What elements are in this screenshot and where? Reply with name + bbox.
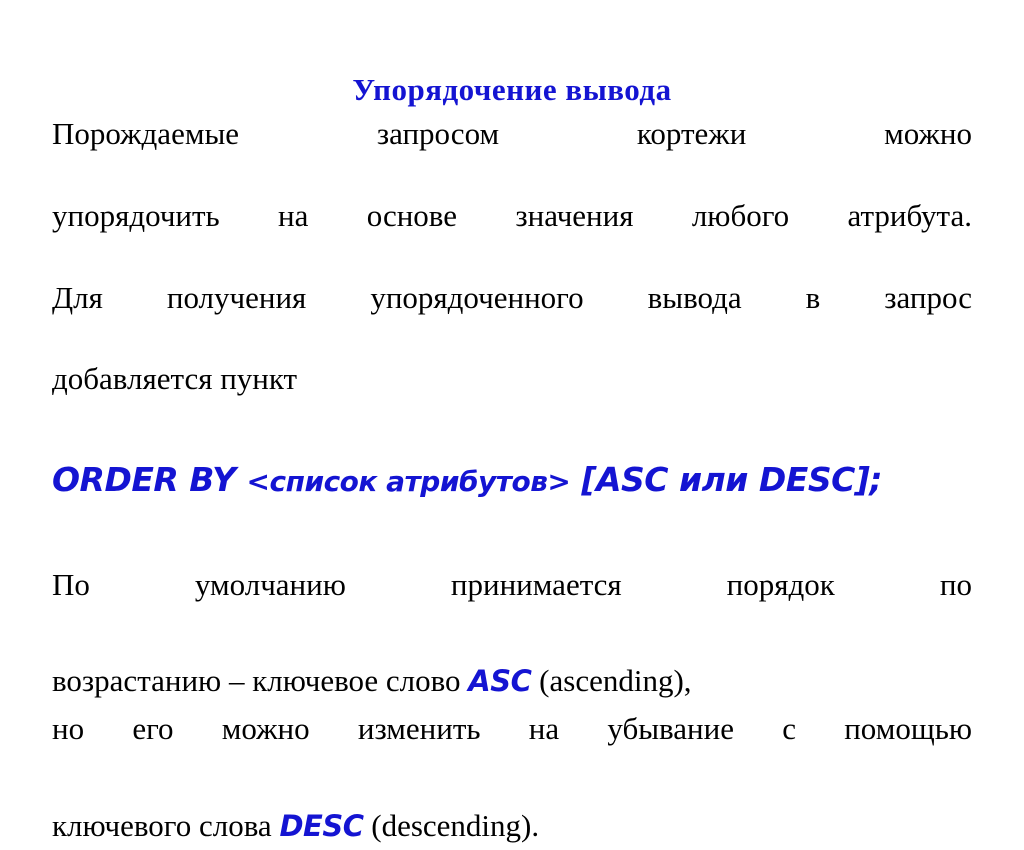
paragraph-intro-line-2: упорядочить на основе значения любого атрибута. bbox=[52, 197, 972, 233]
explanation-line-2 bbox=[52, 657, 972, 705]
paragraph-intro bbox=[52, 114, 972, 400]
paragraph-explanation bbox=[52, 561, 972, 849]
keyword-desc: DESC bbox=[279, 808, 364, 843]
paragraph-intro-line-1: Порождаемые запросом кортежи можно bbox=[52, 116, 972, 151]
explanation-line-2-text-before: возрастанию – ключевое слово bbox=[52, 663, 461, 699]
page-title: Упорядочение вывода bbox=[352, 72, 672, 107]
explanation-line-4 bbox=[52, 802, 972, 850]
keyword-asc: ASC bbox=[468, 664, 532, 699]
explanation-line-3: но его можно изменить на убывание с помощью bbox=[52, 711, 972, 747]
explanation-line-4-text-before: ключевого слова bbox=[52, 807, 272, 843]
paragraph-intro-line-4: добавляется пункт bbox=[52, 361, 298, 397]
explanation-line-4-text-after: (descending). bbox=[371, 807, 540, 843]
sql-argument-attribute-list: <список атрибутов> bbox=[246, 465, 571, 499]
paragraph-intro-line-3: Для получения упорядоченного вывода в запрос bbox=[52, 279, 972, 315]
sql-keyword-order-by: ORDER BY bbox=[52, 460, 236, 500]
explanation-line-2-text-after: (ascending), bbox=[539, 663, 692, 699]
sql-options-asc-desc: [ASC или DESC]; bbox=[581, 460, 883, 500]
sql-syntax-line bbox=[52, 460, 972, 499]
explanation-line-1: По умолчанию принимается порядок по bbox=[52, 567, 972, 603]
